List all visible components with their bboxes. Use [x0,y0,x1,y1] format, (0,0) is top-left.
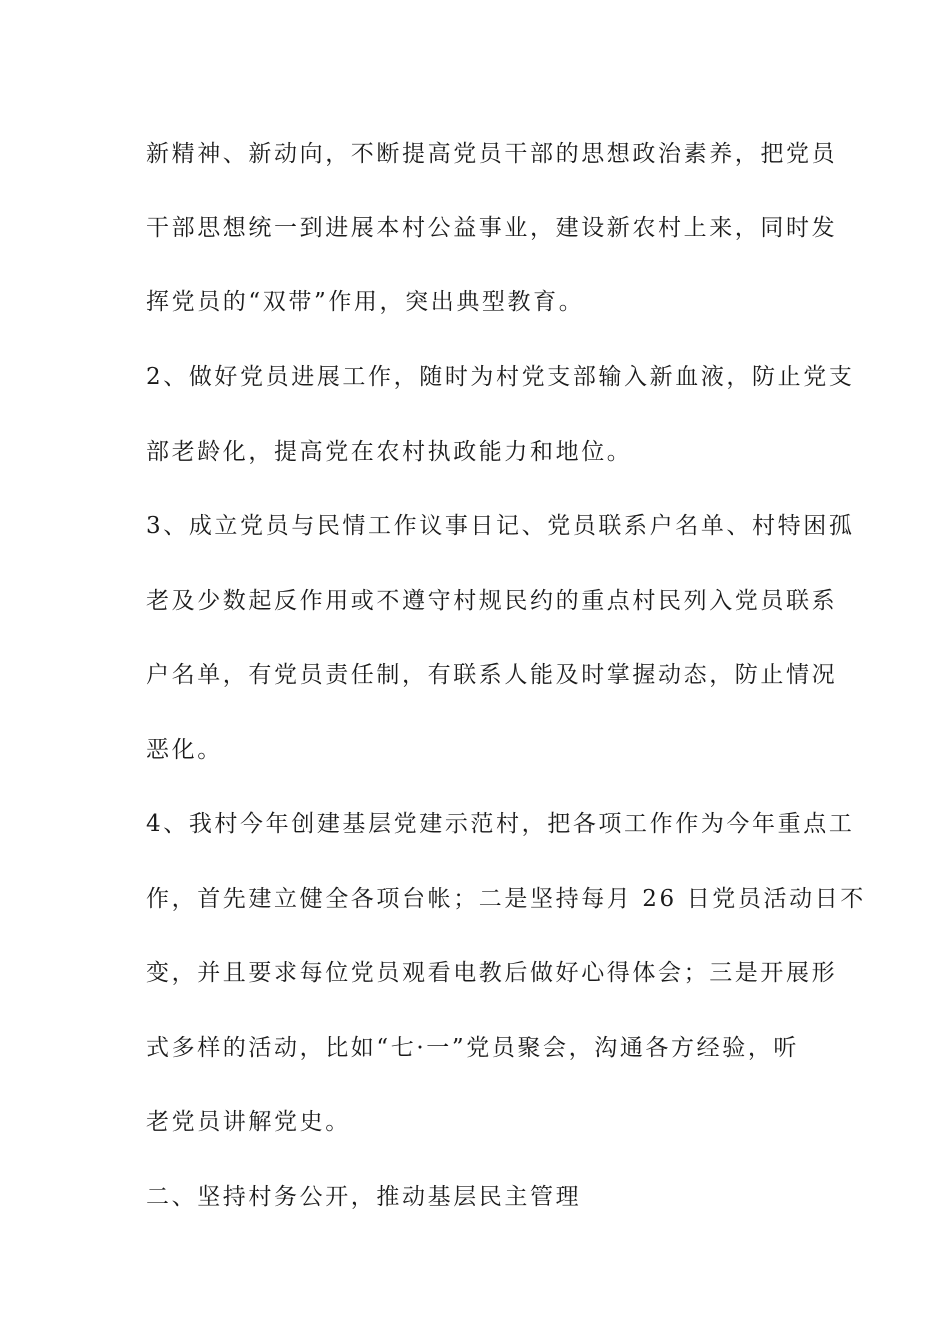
text-line-13: 式多样的活动，比如“七·一”党员聚会，沟通各方经验，听 [146,1035,800,1061]
text-line-12: 变，并且要求每位党员观看电教后做好心得体会；三是开展形 [146,960,838,986]
text-line-14: 老党员讲解党史。 [146,1109,351,1135]
text-line-6: 3、成立党员与民情工作议事日记、党员联系户名单、村特困孤 [146,513,855,539]
text-line-9: 恶化。 [146,737,223,763]
text-line-10: 4、我村今年创建基层党建示范村，把各项工作作为今年重点工 [146,811,855,837]
section-heading: 二、坚持村务公开，推动基层民主管理 [146,1184,582,1210]
text-line-3: 挥党员的“双带”作用，突出典型教育。 [146,289,585,315]
text-line-7: 老及少数起反作用或不遵守村规民约的重点村民列入党员联系 [146,588,838,614]
text-line-8: 户名单，有党员责任制，有联系人能及时掌握动态，防止情况 [146,662,838,688]
text-line-5: 部老龄化，提高党在农村执政能力和地位。 [146,439,633,465]
text-line-11: 作，首先建立健全各项台帐；二是坚持每月 26 日党员活动日不 [146,886,866,912]
text-line-4: 2、做好党员进展工作，随时为村党支部输入新血液，防止党支 [146,364,855,390]
text-line-2: 干部思想统一到进展本村公益事业，建设新农村上来，同时发 [146,215,838,241]
text-line-1: 新精神、新动向，不断提高党员干部的思想政治素养，把党员 [146,141,838,167]
